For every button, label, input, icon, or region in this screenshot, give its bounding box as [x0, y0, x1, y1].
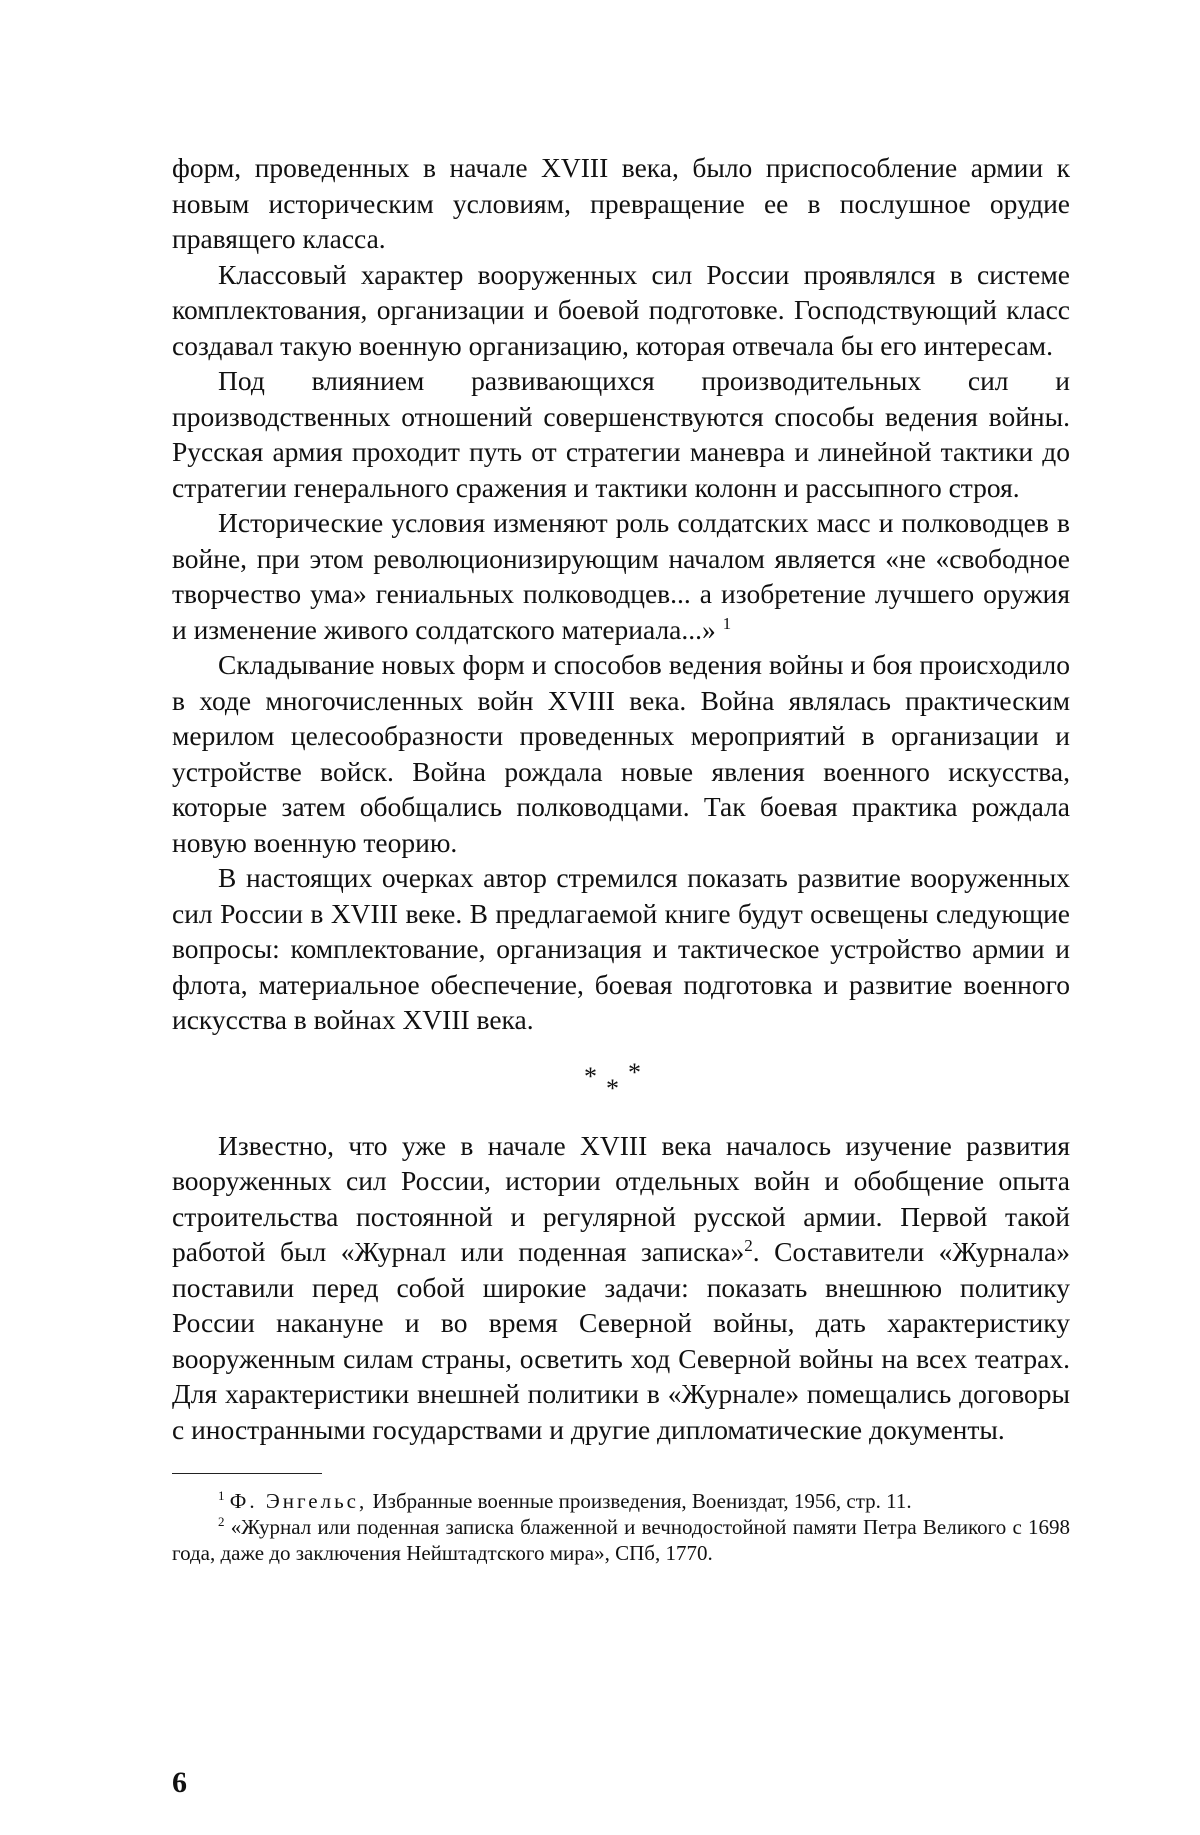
footnote-1-author: Ф. Энгельс, — [229, 1489, 368, 1513]
footnote-2-text: «Журнал или поденная записка блаженной и вечнодостойной памяти Петра Великого с 1698 года, даже до заключения Нейштадтского мира», СПб, 1770. — [172, 1515, 1071, 1565]
footnote-2 — [172, 1514, 1070, 1566]
paragraph-7: Известно, что уже в начале XVIII века началось изучение развития вооруженных сил России, истории отдельных войн и обобщение опыта строительства постоянной и регулярной русской армии. Первой такой работой был «Журнал или поденная записка»$^2$. Составители «Журнала» поставили перед собой широкие задачи: показать внешнюю политику России накануне и во время Северной войны, дать характеристику вооруженным силам страны, осветить ход Северной войны на всех театрах. Для характеристики внешней политики в «Журнале» помещались договоры с иностранными государствами и другие дипломатические документы. — [172, 1129, 1070, 1445]
footnote-1-mark: 1 — [218, 1488, 225, 1503]
separator-star-left: * — [584, 1061, 597, 1091]
paragraph-1: форм, проведенных в начале XVIII века, было приспособление армии к новым историческим условиям, превращение ее в послушное орудие правящего класса. — [172, 152, 1070, 254]
paragraph-6: В настоящих очерках автор стремился показать развитие вооруженных сил России в XVIII веке. В предлагаемой книге будут освещены следующие вопросы: комплектование, организация и тактическое устройство армии и флота, материальное обеспечение, боевая подготовка и развитие военного искусства в войнах XVIII века. — [172, 862, 1070, 1035]
page-number: 6 — [172, 1766, 187, 1799]
paragraph-5: Складывание новых форм и способов ведения войны и боя происходило в ходе многочисленных войн XVIII века. Война являлась практическим мерилом целесообразности проведенных мероприятий в организации и устройстве войск. Война рождала новые явления военного искусства, которые затем обобщались полководцами. Так боевая практика рождала новую военную теорию. — [172, 649, 1070, 858]
footnote-2-mark: 2 — [218, 1514, 225, 1529]
paragraph-3: Под влиянием развивающихся производительных сил и производственных отношений совершенствуются способы ведения войны. Русская армия проходит путь от стратегии маневра и линейной тактики до стратегии генерального сражения и тактики колонн и рассыпного строя. — [172, 365, 1070, 503]
book-page — [172, 150, 1070, 1566]
separator-star-middle: * — [606, 1073, 619, 1103]
footnote-ref-2: 2 — [744, 1235, 753, 1255]
section-separator — [172, 1057, 1070, 1104]
footnote-1-text: Избранные военные произведения, Воениздат, 1956, стр. 11. — [372, 1489, 912, 1513]
paragraph-4: Исторические условия изменяют роль солдатских масс и полководцев в войне, при этом революционизирующим началом является «не «свободное творчество ума» гениальных полководцев... а изобретение лучшего оружия и изменение живого солдатского материала...» $^1$ — [172, 507, 1070, 645]
paragraph-2: Классовый характер вооруженных сил России проявлялся в системе комплектования, организации и боевой подготовке. Господствующий класс создавал такую военную организацию, которая отвечала бы его интересам. — [172, 258, 1070, 361]
footnote-rule — [172, 1473, 322, 1474]
footnote-1 — [172, 1488, 1070, 1514]
footnote-ref-1: 1 — [722, 613, 732, 633]
separator-star-right: * — [628, 1057, 641, 1087]
